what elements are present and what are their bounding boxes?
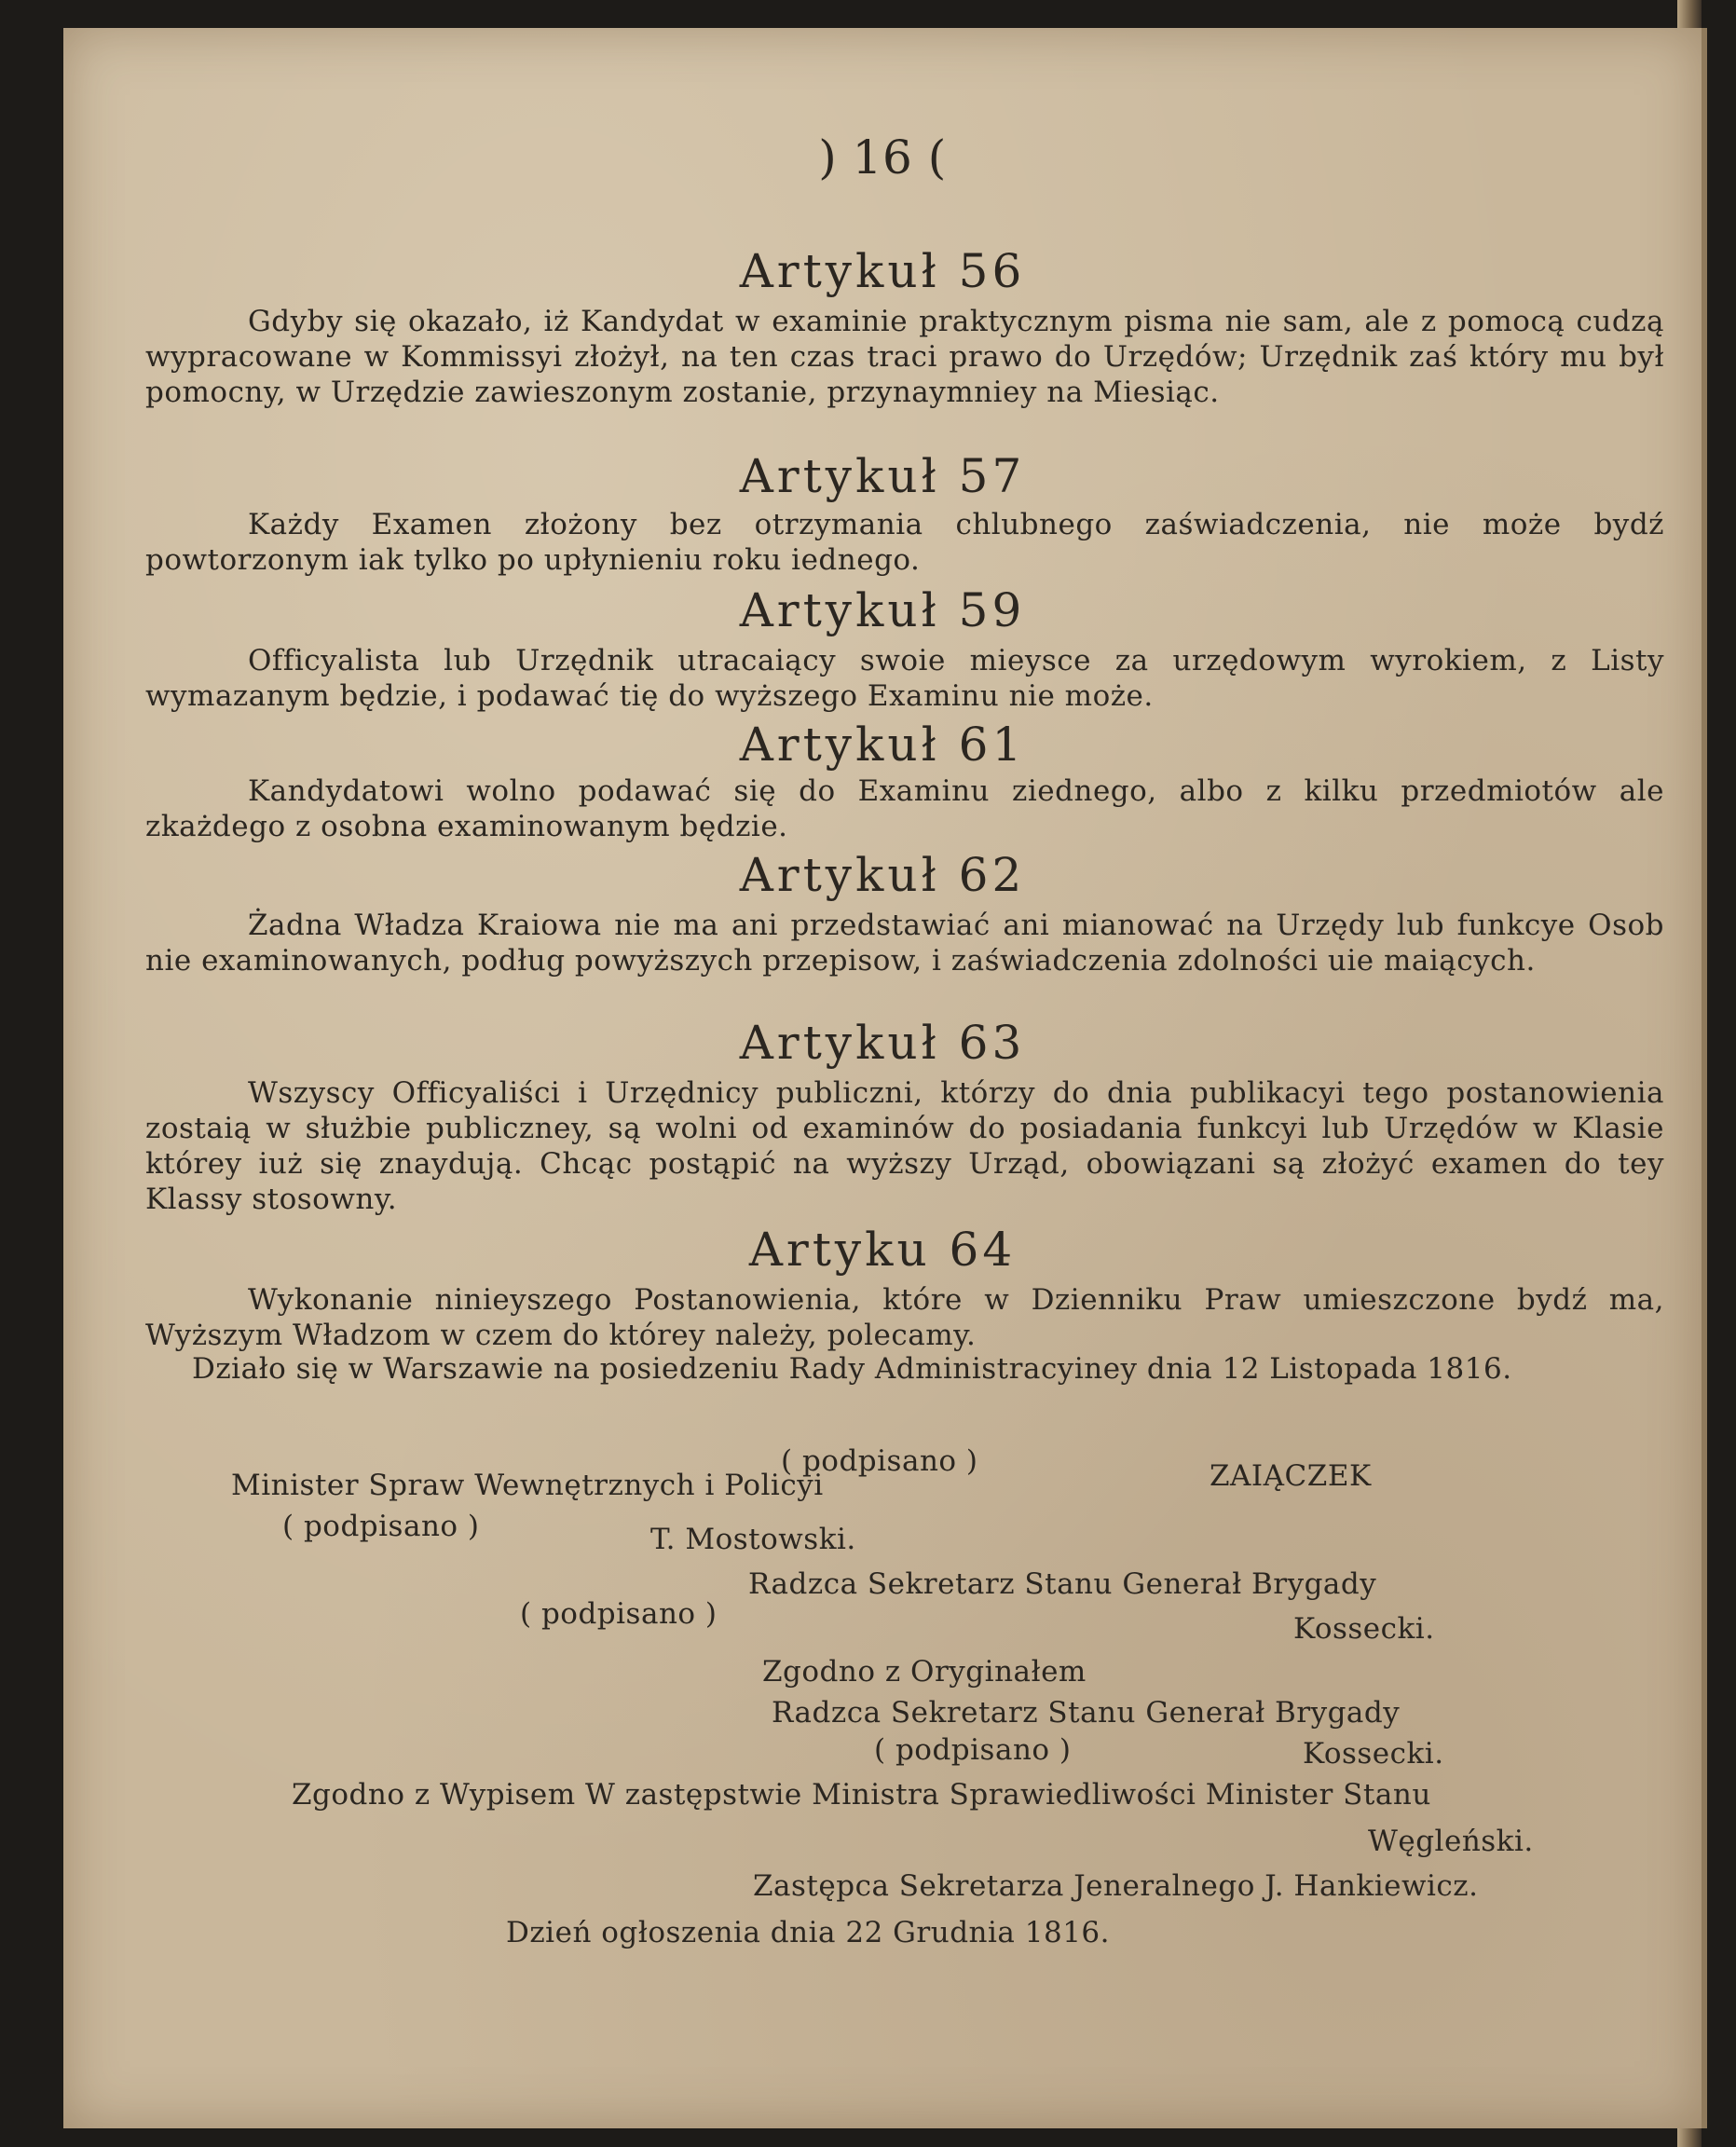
signature-podpisano-3: ( podpisano ) <box>520 1597 718 1631</box>
article-64-text: Wykonanie ninieyszego Postanowienia, które w Dzienniku Praw umieszczone bydź ma, Wyższym Władzom w czem do którey należy, polecamy. <box>145 1283 1664 1352</box>
article-59-text: Officyalista lub Urzędnik utracaiący swoie mieysce za urzędowym wyrokiem, z Listy wymazanym będzie, i podawać tię do wyższego Examinu nie może. <box>145 644 1664 713</box>
signature-weglenski: Węgleński. <box>1368 1825 1534 1858</box>
announcement-date: Dzień ogłoszenia dnia 22 Grudnia 1816. <box>506 1916 1111 1949</box>
signature-zgodno-oryginal: Zgodno z Oryginałem <box>762 1655 1087 1689</box>
article-62-heading: Artykuł 62 <box>739 848 1026 902</box>
article-56-text: Gdyby się okazało, iż Kandydat w examinie praktycznym pisma nie sam, ale z pomocą cudzą wypracowane w Kommissyi złożył, na ten czas traci prawo do Urzędów; Urzędnik zaś który mu był pomocny, w Urzędzie zawieszonym zostanie, przynaymniey na Miesiąc. <box>145 305 1664 409</box>
signature-podpisano-1: ( podpisano ) <box>781 1444 978 1478</box>
signature-zgodno-wypis: Zgodno z Wypisem W zastępstwie Ministra Sprawiedliwości Minister Stanu <box>292 1778 1431 1812</box>
article-61-text: Kandydatowi wolno podawać się do Examinu ziednego, albo z kilku przedmiotów ale zkażdego z osobna examinowanym będzie. <box>145 774 1664 843</box>
signature-kossecki-1: Kossecki. <box>1293 1612 1435 1646</box>
article-59-heading: Artykuł 59 <box>739 583 1026 637</box>
article-56-heading: Artykuł 56 <box>739 244 1026 298</box>
article-57-text: Każdy Examen złożony bez otrzymania chlubnego zaświadczenia, nie może bydź powtorzonym iak tylko po upłynieniu roku iednego. <box>145 508 1664 577</box>
document-page <box>63 28 1707 2128</box>
article-63-heading: Artykuł 63 <box>739 1016 1026 1070</box>
signature-podpisano-2: ( podpisano ) <box>282 1510 480 1543</box>
dated-line: Działo się w Warszawie na posiedzeniu Rady Administracyiney dnia 12 Listopada 1816. <box>192 1352 1512 1386</box>
article-63-text: Wszyscy Officyaliści i Urzędnicy publiczni, którzy do dnia publikacyi tego postanowienia zostaią w służbie publiczney, są wolni od examinów do posiadania funkcyi lub Urzędów w Klasie którey iuż się znaydują. Chcąc postąpić na wyższy Urząd, obowiązani są złożyć examen do tey Klassy stosowny. <box>145 1076 1664 1216</box>
signature-podpisano-4: ( podpisano ) <box>874 1733 1072 1767</box>
article-62-text: Żadna Władza Kraiowa nie ma ani przedstawiać ani mianować na Urzędy lub funkcye Osob nie examinowanych, podług powyższych przepisow, i zaświadczenia zdolności uie maiących. <box>145 909 1664 978</box>
signature-minister-title: Minister Spraw Wewnętrznych i Policyi <box>231 1469 824 1502</box>
signature-mostowski: T. Mostowski. <box>650 1523 856 1556</box>
article-64-heading: Artyku 64 <box>748 1223 1017 1277</box>
signature-hankiewicz: Zastępca Sekretarza Jeneralnego J. Hankiewicz. <box>753 1869 1479 1903</box>
article-61-heading: Artykuł 61 <box>739 718 1026 772</box>
signature-radzca-title-2: Radzca Sekretarz Stanu Generał Brygady <box>772 1696 1401 1730</box>
article-57-heading: Artykuł 57 <box>739 449 1026 503</box>
page-number: ) 16 ( <box>818 130 947 185</box>
signature-kossecki-2: Kossecki. <box>1303 1737 1444 1771</box>
signature-radzca-title-1: Radzca Sekretarz Stanu Generał Brygady <box>748 1567 1377 1601</box>
signature-zaiaczek: ZAIĄCZEK <box>1210 1459 1372 1493</box>
